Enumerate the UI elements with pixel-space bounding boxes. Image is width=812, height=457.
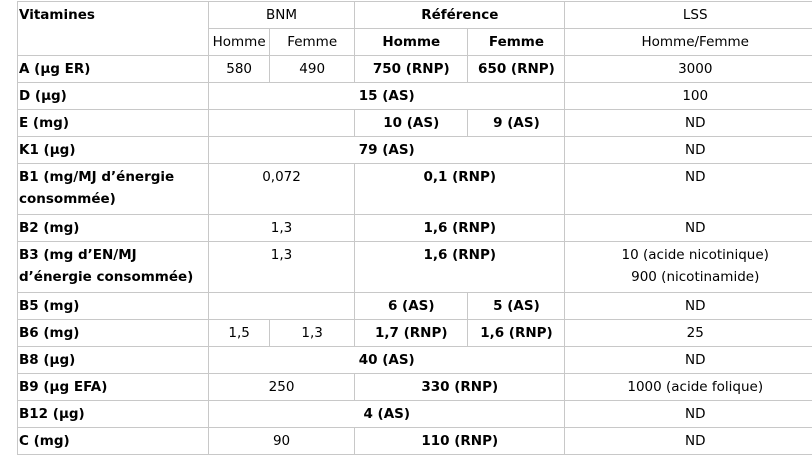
row-label: B3 (mg d’EN/MJ d’énergie consommée): [18, 242, 209, 293]
table-row-b2: [18, 215, 812, 242]
row-label: B1 (mg/MJ d’énergie consommée): [18, 164, 209, 215]
header-ref-femme: Femme: [468, 29, 565, 56]
cell-ref-homme: 10 (AS): [355, 110, 468, 137]
cell-bnm-homme: 580: [209, 56, 270, 83]
table-row-b1: [18, 164, 812, 215]
row-label: D (µg): [18, 83, 209, 110]
cell-ref-homme: 1,7 (RNP): [355, 320, 468, 347]
lss-line-2: 900 (nicotinamide): [566, 266, 812, 288]
header-reference: Référence: [355, 2, 565, 29]
row-label: B5 (mg): [18, 293, 209, 320]
cell-ref-homme: 750 (RNP): [355, 56, 468, 83]
table-row-b3: [18, 242, 812, 293]
cell-bnm: 1,3: [209, 242, 355, 293]
lss-line-1: 10 (acide nicotinique): [566, 244, 812, 266]
cell-bnm: 250: [209, 374, 355, 401]
table-row-k1: [18, 137, 812, 164]
cell-ref: 1,6 (RNP): [355, 242, 565, 293]
cell-lss: 25: [565, 320, 812, 347]
cell-bnm-empty: [209, 110, 355, 137]
table-row-b8: [18, 347, 812, 374]
row-label: K1 (µg): [18, 137, 209, 164]
cell-bnm-femme: 1,3: [270, 320, 355, 347]
header-lss-sub: Homme/Femme: [565, 29, 812, 56]
header-vitamines: Vitamines: [18, 2, 209, 56]
table-row-d: [18, 83, 812, 110]
cell-ref: 0,1 (RNP): [355, 164, 565, 215]
header-bnm-femme: Femme: [270, 29, 355, 56]
cell-lss: ND: [565, 215, 812, 242]
row-label: B6 (mg): [18, 320, 209, 347]
cell-ref: 15 (AS): [209, 83, 565, 110]
table-row-a: [18, 56, 812, 83]
cell-ref: 1,6 (RNP): [355, 215, 565, 242]
cell-ref-homme: 6 (AS): [355, 293, 468, 320]
cell-ref-femme: 1,6 (RNP): [468, 320, 565, 347]
cell-ref-femme: 650 (RNP): [468, 56, 565, 83]
row-label: E (mg): [18, 110, 209, 137]
header-bnm: BNM: [209, 2, 355, 29]
cell-lss: ND: [565, 401, 812, 428]
cell-lss: 3000: [565, 56, 812, 83]
cell-lss: ND: [565, 164, 812, 215]
row-label: A (µg ER): [18, 56, 209, 83]
header-lss: LSS: [565, 2, 812, 29]
row-label: C (mg): [18, 428, 209, 455]
cell-ref: 40 (AS): [209, 347, 565, 374]
cell-lss: ND: [565, 347, 812, 374]
row-label: B9 (µg EFA): [18, 374, 209, 401]
table-row-b9: [18, 374, 812, 401]
row-label: B2 (mg): [18, 215, 209, 242]
table-row-b5: [18, 293, 812, 320]
cell-bnm: 0,072: [209, 164, 355, 215]
table-row-c: [18, 428, 812, 455]
cell-bnm-homme: 1,5: [209, 320, 270, 347]
cell-ref: 330 (RNP): [355, 374, 565, 401]
header-ref-homme: Homme: [355, 29, 468, 56]
cell-lss: 1000 (acide folique): [565, 374, 812, 401]
cell-ref: 4 (AS): [209, 401, 565, 428]
row-label: B12 (µg): [18, 401, 209, 428]
vitamin-table: [17, 1, 812, 455]
header-bnm-homme: Homme: [209, 29, 270, 56]
row-label: B8 (µg): [18, 347, 209, 374]
cell-bnm-empty: [209, 293, 355, 320]
header-row-1: [18, 2, 812, 29]
cell-lss: ND: [565, 293, 812, 320]
cell-ref-femme: 5 (AS): [468, 293, 565, 320]
cell-lss: ND: [565, 137, 812, 164]
cell-bnm-femme: 490: [270, 56, 355, 83]
cell-ref: 110 (RNP): [355, 428, 565, 455]
table-row-b12: [18, 401, 812, 428]
cell-bnm: 90: [209, 428, 355, 455]
cell-lss: 100: [565, 83, 812, 110]
cell-lss: ND: [565, 110, 812, 137]
cell-lss: [565, 242, 812, 293]
cell-lss: ND: [565, 428, 812, 455]
cell-bnm: 1,3: [209, 215, 355, 242]
table-row-e: [18, 110, 812, 137]
cell-ref: 79 (AS): [209, 137, 565, 164]
cell-ref-femme: 9 (AS): [468, 110, 565, 137]
table-row-b6: [18, 320, 812, 347]
